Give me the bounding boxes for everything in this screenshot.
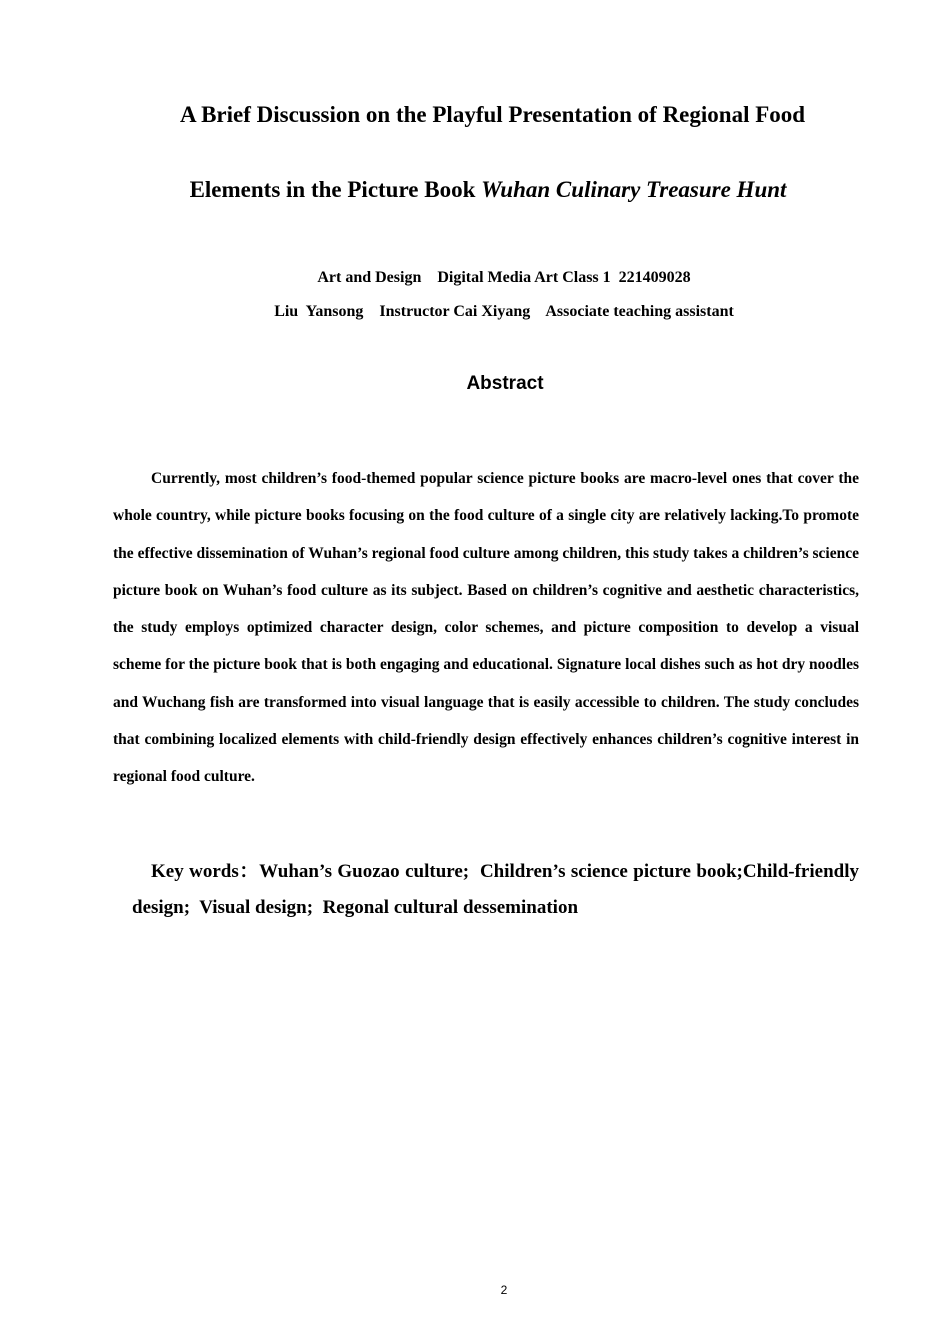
paper-title-line-1: A Brief Discussion on the Playful Presentation of Regional Food bbox=[180, 102, 806, 127]
abstract-body: Currently, most children’s food-themed popular science picture books are macro-level ones that cover the whole country, while picture books focusing on the food culture of a single city are relatively lacking.To promote the effective dissemination of Wuhan’s regional food culture among children, this study takes a children’s science picture book on Wuhan’s food culture as its subject. Based on children’s cognitive and aesthetic characteristics, the study employs optimized character design, color schemes, and picture composition to develop a visual scheme for the picture book that is both engaging and educational. Signature local dishes such as hot dry noodles and Wuchang fish are transformed into visual language that is easily accessible to children. The study concludes that combining localized elements with child-friendly design effectively enhances children’s cognitive interest in regional food culture. bbox=[113, 470, 859, 786]
book-title: Wuhan Culinary Treasure Hunt bbox=[481, 177, 787, 202]
keywords-label: Key words： bbox=[151, 861, 260, 882]
author-instructor: Liu Yansong Instructor Cai Xiyang Associate teaching assistant bbox=[274, 303, 734, 320]
author-affiliation: Art and Design Digital Media Art Class 1 221409028 bbox=[317, 269, 691, 286]
keywords bbox=[132, 854, 864, 926]
keywords-text: Wuhan’s Guozao culture; Children’s science picture book;Child-friendly design; Visual design; Regonal cultural dessemination bbox=[132, 861, 864, 918]
page-number: 2 bbox=[500, 1283, 508, 1297]
paper-title-line-2 bbox=[0, 177, 950, 203]
abstract-heading: Abstract bbox=[466, 373, 544, 394]
paper-title-prefix: Elements in the Picture Book bbox=[189, 177, 482, 202]
